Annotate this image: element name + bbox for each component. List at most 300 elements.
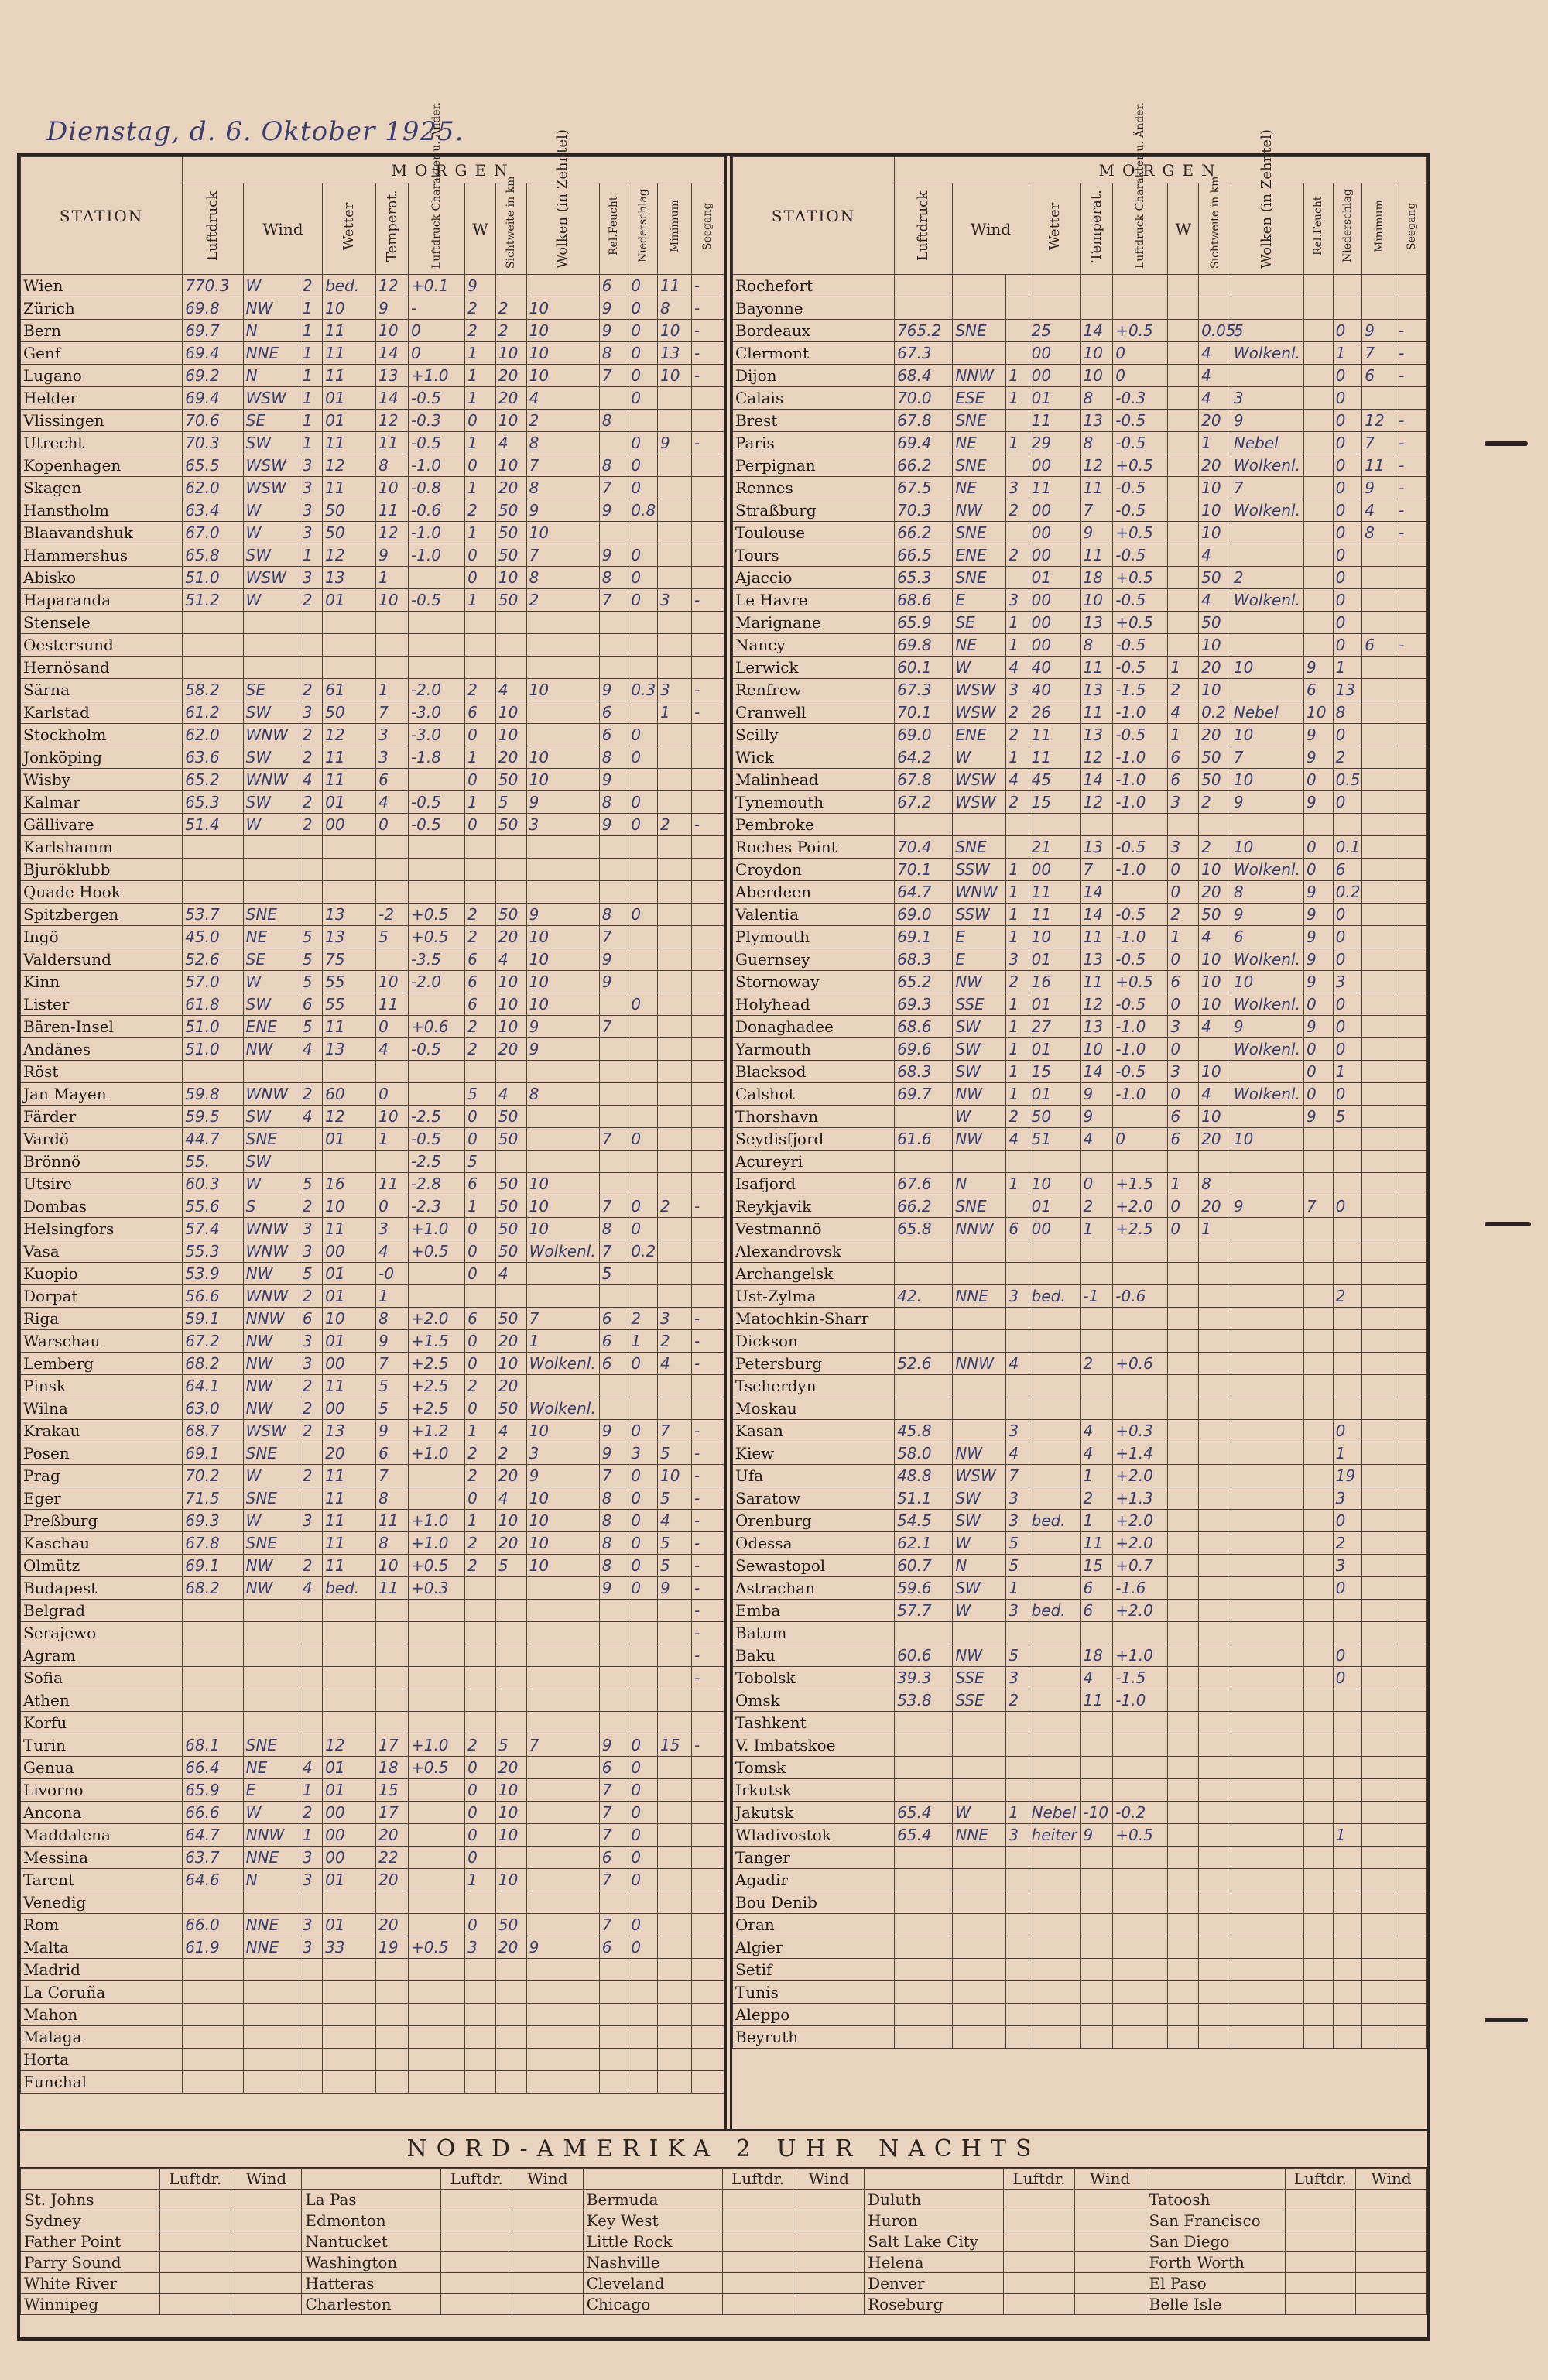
w-code-cell: 0 [465, 1824, 496, 1847]
humidity-cell [599, 859, 628, 881]
weather-cell: bed. [323, 275, 376, 297]
sea-state-cell [1396, 1151, 1427, 1173]
station-name: Serajewo [21, 1622, 183, 1644]
pressure-cell: 53.9 [183, 1263, 243, 1285]
visibility-cell: 10 [495, 567, 526, 589]
na-luftdr-header: Luftdr. [1004, 2169, 1075, 2190]
precipitation-cell: 0 [1333, 1577, 1362, 1600]
temperature-cell: 2 [1081, 1353, 1113, 1375]
pressure-change-cell: +1.0 [408, 1442, 464, 1465]
pressure-cell [895, 1240, 953, 1263]
w-code-cell: 0 [1168, 1218, 1199, 1240]
na-value-cell [1074, 2210, 1146, 2231]
precipitation-cell: 0.2 [628, 1240, 658, 1263]
pressure-cell [895, 1151, 953, 1173]
margin-mark [1485, 2018, 1528, 2022]
minimum-cell [1362, 1712, 1396, 1734]
clouds-cell: 10 [526, 948, 599, 971]
minimum-cell [1362, 679, 1396, 701]
precipitation-cell: 0.3 [628, 679, 658, 701]
station-name: Wick [733, 746, 895, 769]
na-value-cell [1285, 2294, 1356, 2315]
minimum-cell [1362, 993, 1396, 1016]
precipitation-cell: 0 [628, 1802, 658, 1824]
weather-cell [1029, 1375, 1081, 1397]
wind-speed-cell: 4 [300, 1757, 322, 1779]
sea-state-cell [691, 2004, 724, 2026]
station-name: Vardö [21, 1128, 183, 1151]
pressure-change-cell [408, 1622, 464, 1644]
wind-direction-cell: NW [953, 1442, 1006, 1465]
pressure-change-cell [1113, 1263, 1168, 1285]
sea-state-cell [1396, 926, 1427, 948]
pressure-change-cell: +2.0 [1113, 1195, 1168, 1218]
pressure-change-cell: -1.0 [408, 454, 464, 477]
temperature-cell: 0 [376, 1016, 409, 1038]
w-code-cell [1168, 1757, 1199, 1779]
pressure-cell: 67.3 [895, 679, 953, 701]
pressure-change-cell [1113, 1330, 1168, 1353]
station-name: Donaghadee [733, 1016, 895, 1038]
clouds-cell [1231, 1173, 1303, 1195]
temperature-cell: 14 [1081, 1061, 1113, 1083]
pressure-change-cell: +1.0 [408, 1734, 464, 1757]
wind-direction-cell: WSW [953, 1465, 1006, 1487]
clouds-cell [1231, 1263, 1303, 1285]
precipitation-cell [628, 2049, 658, 2071]
wind-speed-cell [1006, 1959, 1029, 1981]
table-row [733, 746, 1427, 769]
minimum-cell [658, 724, 692, 746]
weather-cell: 01 [1029, 948, 1081, 971]
minimum-header: Minimum [1362, 183, 1396, 275]
na-value-cell [1004, 2210, 1075, 2231]
w-code-cell: 1 [1168, 657, 1199, 679]
minimum-cell [658, 1914, 692, 1936]
precipitation-cell [628, 859, 658, 881]
pressure-change-cell: +0.5 [408, 1936, 464, 1959]
wind-direction-cell: SNE [953, 567, 1006, 589]
clouds-cell: Nebel [1231, 432, 1303, 454]
sea-state-cell: - [691, 1600, 724, 1622]
minimum-cell [658, 1263, 692, 1285]
wind-direction-cell [243, 836, 300, 859]
minimum-cell [658, 544, 692, 567]
weather-cell: 50 [1029, 1106, 1081, 1128]
station-name: Lister [21, 993, 183, 1016]
precipitation-cell [628, 657, 658, 679]
weather-cell: 01 [323, 1263, 376, 1285]
wind-direction-cell: WNW [243, 1083, 300, 1106]
humidity-cell [599, 1891, 628, 1914]
humidity-cell [599, 2004, 628, 2026]
table-row [733, 1218, 1427, 1240]
wind-direction-cell: SW [243, 432, 300, 454]
wind-direction-cell: NW [953, 1128, 1006, 1151]
minimum-cell [658, 971, 692, 993]
wind-direction-cell: SSW [953, 904, 1006, 926]
station-name: Ancona [21, 1802, 183, 1824]
pressure-change-cell [1113, 1779, 1168, 1802]
pressure-cell: 65.2 [895, 971, 953, 993]
pressure-change-cell [408, 657, 464, 679]
clouds-cell: 9 [526, 499, 599, 522]
sea-state-cell [1396, 948, 1427, 971]
table-row [21, 365, 724, 387]
pressure-cell: 66.0 [183, 1914, 243, 1936]
clouds-cell [1231, 1555, 1303, 1577]
sea-state-cell [691, 724, 724, 746]
pressure-cell: 51.0 [183, 1016, 243, 1038]
clouds-cell [1231, 1061, 1303, 1083]
precipitation-cell: 1 [1333, 342, 1362, 365]
table-row [733, 544, 1427, 567]
weather-cell: 01 [323, 791, 376, 814]
temperature-cell: 3 [376, 746, 409, 769]
clouds-cell [526, 1375, 599, 1397]
wind-speed-cell: 5 [300, 1016, 322, 1038]
weather-cell: 01 [1029, 993, 1081, 1016]
pressure-change-cell: -0.5 [1113, 432, 1168, 454]
temperature-cell: 12 [376, 410, 409, 432]
pressure-change-cell: -1.5 [1113, 679, 1168, 701]
minimum-cell [658, 791, 692, 814]
pressure-change-cell: +1.5 [1113, 1173, 1168, 1195]
temperature-cell: 10 [1081, 342, 1113, 365]
wind-speed-cell: 4 [1006, 1353, 1029, 1375]
na-value-cell [1074, 2190, 1146, 2210]
weather-cell [1029, 2004, 1081, 2026]
visibility-cell [495, 2026, 526, 2049]
humidity-cell [1303, 634, 1333, 657]
wind-speed-cell: 3 [1006, 1285, 1029, 1308]
station-name: Kasan [733, 1420, 895, 1442]
north-america-section [20, 2129, 1427, 2315]
humidity-cell: 8 [599, 410, 628, 432]
wind-speed-cell: 7 [1006, 1465, 1029, 1487]
wind-direction-cell [953, 1712, 1006, 1734]
precipitation-cell: 0 [1333, 477, 1362, 499]
sea-state-cell [1396, 1061, 1427, 1083]
visibility-cell: 10 [495, 1824, 526, 1847]
humidity-cell [1303, 1802, 1333, 1824]
na-value-cell [793, 2210, 865, 2231]
table-row [21, 993, 724, 1016]
wind-speed-cell [300, 2026, 322, 2049]
temperature-cell [1081, 1622, 1113, 1644]
table-row [733, 365, 1427, 387]
sea-state-cell [1396, 1218, 1427, 1240]
sea-state-cell [691, 904, 724, 926]
wind-direction-cell [953, 1734, 1006, 1757]
wind-speed-cell: 4 [300, 1577, 322, 1600]
w-code-cell: 0 [1168, 859, 1199, 881]
w-code-cell [1168, 522, 1199, 544]
wind-direction-cell [953, 1779, 1006, 1802]
wind-direction-cell [243, 1622, 300, 1644]
station-name: Yarmouth [733, 1038, 895, 1061]
na-row [21, 2210, 1427, 2231]
station-name: Karlshamm [21, 836, 183, 859]
weather-cell [1029, 1959, 1081, 1981]
weather-cell [1029, 1981, 1081, 2004]
weather-cell [1029, 1936, 1081, 1959]
pressure-cell: 67.3 [895, 342, 953, 365]
pressure-change-cell [1113, 1106, 1168, 1128]
minimum-cell [1362, 948, 1396, 971]
table-row [21, 1016, 724, 1038]
clouds-cell: 9 [1231, 410, 1303, 432]
sea-state-cell [1396, 1712, 1427, 1734]
temperature-cell: 9 [376, 544, 409, 567]
station-name: Valdersund [21, 948, 183, 971]
minimum-cell: 13 [658, 342, 692, 365]
precipitation-cell: 0 [1333, 567, 1362, 589]
temperature-cell: 10 [376, 589, 409, 612]
wind-direction-cell: SNE [243, 1532, 300, 1555]
table-row [21, 567, 724, 589]
precipitation-cell: 1 [1333, 1061, 1362, 1083]
table-row [733, 1195, 1427, 1218]
minimum-cell [658, 1173, 692, 1195]
luftdruck-header: Luftdruck [895, 183, 953, 275]
w-code-cell [465, 2004, 496, 2026]
w-code-cell [1168, 1802, 1199, 1824]
clouds-cell: 10 [526, 769, 599, 791]
precipitation-cell: 0.2 [1333, 881, 1362, 904]
sea-state-cell [691, 499, 724, 522]
na-value-cell [231, 2252, 302, 2273]
pressure-change-cell: -1.6 [1113, 1577, 1168, 1600]
weather-cell: 10 [1029, 926, 1081, 948]
minimum-cell [658, 522, 692, 544]
na-station-name: St. Johns [21, 2190, 160, 2210]
w-code-cell [465, 1285, 496, 1308]
wind-direction-cell [953, 342, 1006, 365]
humidity-cell [1303, 1847, 1333, 1869]
clouds-cell: 2 [1231, 567, 1303, 589]
table-row [21, 410, 724, 432]
na-station-header [1146, 2169, 1285, 2190]
minimum-cell: 7 [658, 1420, 692, 1442]
sea-state-cell [1396, 657, 1427, 679]
temperature-cell: 11 [376, 1510, 409, 1532]
minimum-cell [1362, 1869, 1396, 1891]
visibility-cell: 10 [1199, 499, 1231, 522]
humidity-cell [1303, 2026, 1333, 2049]
table-row [733, 477, 1427, 499]
minimum-cell [1362, 612, 1396, 634]
pressure-change-cell [408, 1847, 464, 1869]
minimum-cell [658, 657, 692, 679]
wind-speed-cell: 3 [1006, 1824, 1029, 1847]
visibility-cell: 50 [495, 1240, 526, 1263]
wind-speed-cell: 4 [300, 1106, 322, 1128]
pressure-change-cell: +0.5 [1113, 612, 1168, 634]
temperature-cell [376, 612, 409, 634]
visibility-cell: 8 [1199, 1173, 1231, 1195]
visibility-cell: 50 [1199, 769, 1231, 791]
weather-cell: 60 [323, 1083, 376, 1106]
wind-direction-cell: ENE [243, 1016, 300, 1038]
table-row [733, 1644, 1427, 1667]
table-row [733, 1802, 1427, 1824]
table-row [21, 1442, 724, 1465]
humidity-cell [1303, 1914, 1333, 1936]
minimum-cell: 11 [658, 275, 692, 297]
sea-state-cell: - [691, 432, 724, 454]
precipitation-cell [628, 1106, 658, 1128]
table-row [733, 1240, 1427, 1263]
wind-direction-cell: N [953, 1173, 1006, 1195]
wind-speed-cell: 2 [300, 814, 322, 836]
weather-cell: 00 [323, 1824, 376, 1847]
clouds-cell [1231, 1734, 1303, 1757]
station-name: Rom [21, 1914, 183, 1936]
w-code-cell [1168, 1263, 1199, 1285]
pressure-change-cell: -0.5 [1113, 477, 1168, 499]
humidity-cell: 6 [599, 275, 628, 297]
precipitation-cell: 0 [1333, 948, 1362, 971]
na-value-cell [441, 2190, 512, 2210]
pressure-cell: 64.7 [895, 881, 953, 904]
minimum-cell [658, 1802, 692, 1824]
table-row [733, 679, 1427, 701]
wind-direction-cell: SNE [953, 836, 1006, 859]
weather-cell: 00 [323, 814, 376, 836]
minimum-cell [658, 1622, 692, 1644]
sea-state-cell [691, 1981, 724, 2004]
humidity-cell [599, 993, 628, 1016]
pressure-cell [183, 657, 243, 679]
sea-state-cell: - [691, 1667, 724, 1689]
station-name: Agram [21, 1644, 183, 1667]
pressure-cell [895, 1375, 953, 1397]
station-name: Spitzbergen [21, 904, 183, 926]
humidity-cell [1303, 1689, 1333, 1712]
wind-speed-cell: 1 [1006, 1061, 1029, 1083]
wind-speed-cell [300, 1622, 322, 1644]
temperature-cell: 4 [376, 1038, 409, 1061]
clouds-cell: 6 [1231, 926, 1303, 948]
temperature-cell: 10 [376, 1106, 409, 1128]
minimum-cell [1362, 1689, 1396, 1712]
na-value-cell [1356, 2210, 1427, 2231]
precipitation-cell: 0 [1333, 320, 1362, 342]
pressure-cell: 63.7 [183, 1847, 243, 1869]
station-name: Karlstad [21, 701, 183, 724]
pressure-change-cell: +2.5 [408, 1353, 464, 1375]
pressure-cell [183, 1959, 243, 1981]
temperature-cell: -2 [376, 904, 409, 926]
temperature-cell [376, 1712, 409, 1734]
wind-direction-cell: N [243, 1869, 300, 1891]
table-row [21, 2004, 724, 2026]
sea-state-cell: - [691, 1353, 724, 1375]
w-code-cell: 1 [465, 522, 496, 544]
weather-cell: 15 [1029, 791, 1081, 814]
humidity-cell [599, 1173, 628, 1195]
precipitation-cell [1333, 1308, 1362, 1330]
w-code-cell [1168, 365, 1199, 387]
table-row [733, 1936, 1427, 1959]
humidity-cell [1303, 1487, 1333, 1510]
precipitation-cell [628, 2004, 658, 2026]
clouds-cell [526, 2004, 599, 2026]
visibility-cell [1199, 1959, 1231, 1981]
clouds-cell [1231, 2004, 1303, 2026]
temperature-cell: 19 [376, 1936, 409, 1959]
minimum-cell [1362, 724, 1396, 746]
minimum-cell [1362, 1667, 1396, 1689]
weather-cell: 11 [323, 342, 376, 365]
weather-cell: 01 [323, 589, 376, 612]
pressure-cell: 68.2 [183, 1577, 243, 1600]
temperature-cell [1081, 1936, 1113, 1959]
pressure-change-cell: -0.5 [1113, 724, 1168, 746]
weather-cell [323, 1151, 376, 1173]
na-value-cell [722, 2252, 793, 2273]
pressure-change-cell: +0.5 [408, 1240, 464, 1263]
humidity-cell [1303, 320, 1333, 342]
temperature-cell [376, 1151, 409, 1173]
clouds-cell [526, 1914, 599, 1936]
precipitation-cell [1333, 1712, 1362, 1734]
pressure-cell: 53.8 [895, 1689, 953, 1712]
visibility-cell: 2 [1199, 791, 1231, 814]
weather-cell [1029, 1442, 1081, 1465]
humidity-cell: 9 [1303, 971, 1333, 993]
humidity-cell: 7 [599, 1240, 628, 1263]
visibility-cell: 20 [495, 1936, 526, 1959]
humidity-cell: 7 [599, 477, 628, 499]
wind-speed-cell: 1 [1006, 387, 1029, 410]
humidity-cell: 9 [599, 971, 628, 993]
temperature-cell: 12 [376, 522, 409, 544]
na-station-name: Chicago [583, 2294, 722, 2315]
temperature-cell: 6 [376, 769, 409, 791]
clouds-cell: 3 [1231, 387, 1303, 410]
station-name: Jonköping [21, 746, 183, 769]
wind-direction-cell [953, 1330, 1006, 1353]
wind-direction-cell: SNE [953, 454, 1006, 477]
precipitation-cell [628, 2071, 658, 2094]
sea-state-cell [691, 1891, 724, 1914]
table-row [733, 2026, 1427, 2049]
table-row [21, 859, 724, 881]
precipitation-cell: 8 [1333, 701, 1362, 724]
wind-speed-cell: 3 [1006, 948, 1029, 971]
wind-speed-cell: 2 [1006, 971, 1029, 993]
table-row [733, 814, 1427, 836]
pressure-cell: 65.9 [895, 612, 953, 634]
humidity-cell: 8 [599, 567, 628, 589]
w-code-cell [1168, 612, 1199, 634]
station-name: Brönnö [21, 1151, 183, 1173]
na-value-cell [1074, 2252, 1146, 2273]
weather-cell [1029, 2026, 1081, 2049]
precipitation-cell: 0 [1333, 1644, 1362, 1667]
temperature-cell [1081, 1712, 1113, 1734]
minimum-cell: 10 [658, 365, 692, 387]
humidity-cell [1303, 1622, 1333, 1644]
sea-state-cell [1396, 769, 1427, 791]
pressure-cell: 70.0 [895, 387, 953, 410]
table-row [733, 1353, 1427, 1375]
na-value-cell [793, 2294, 865, 2315]
clouds-cell [526, 1712, 599, 1734]
pressure-change-cell [1113, 1308, 1168, 1330]
